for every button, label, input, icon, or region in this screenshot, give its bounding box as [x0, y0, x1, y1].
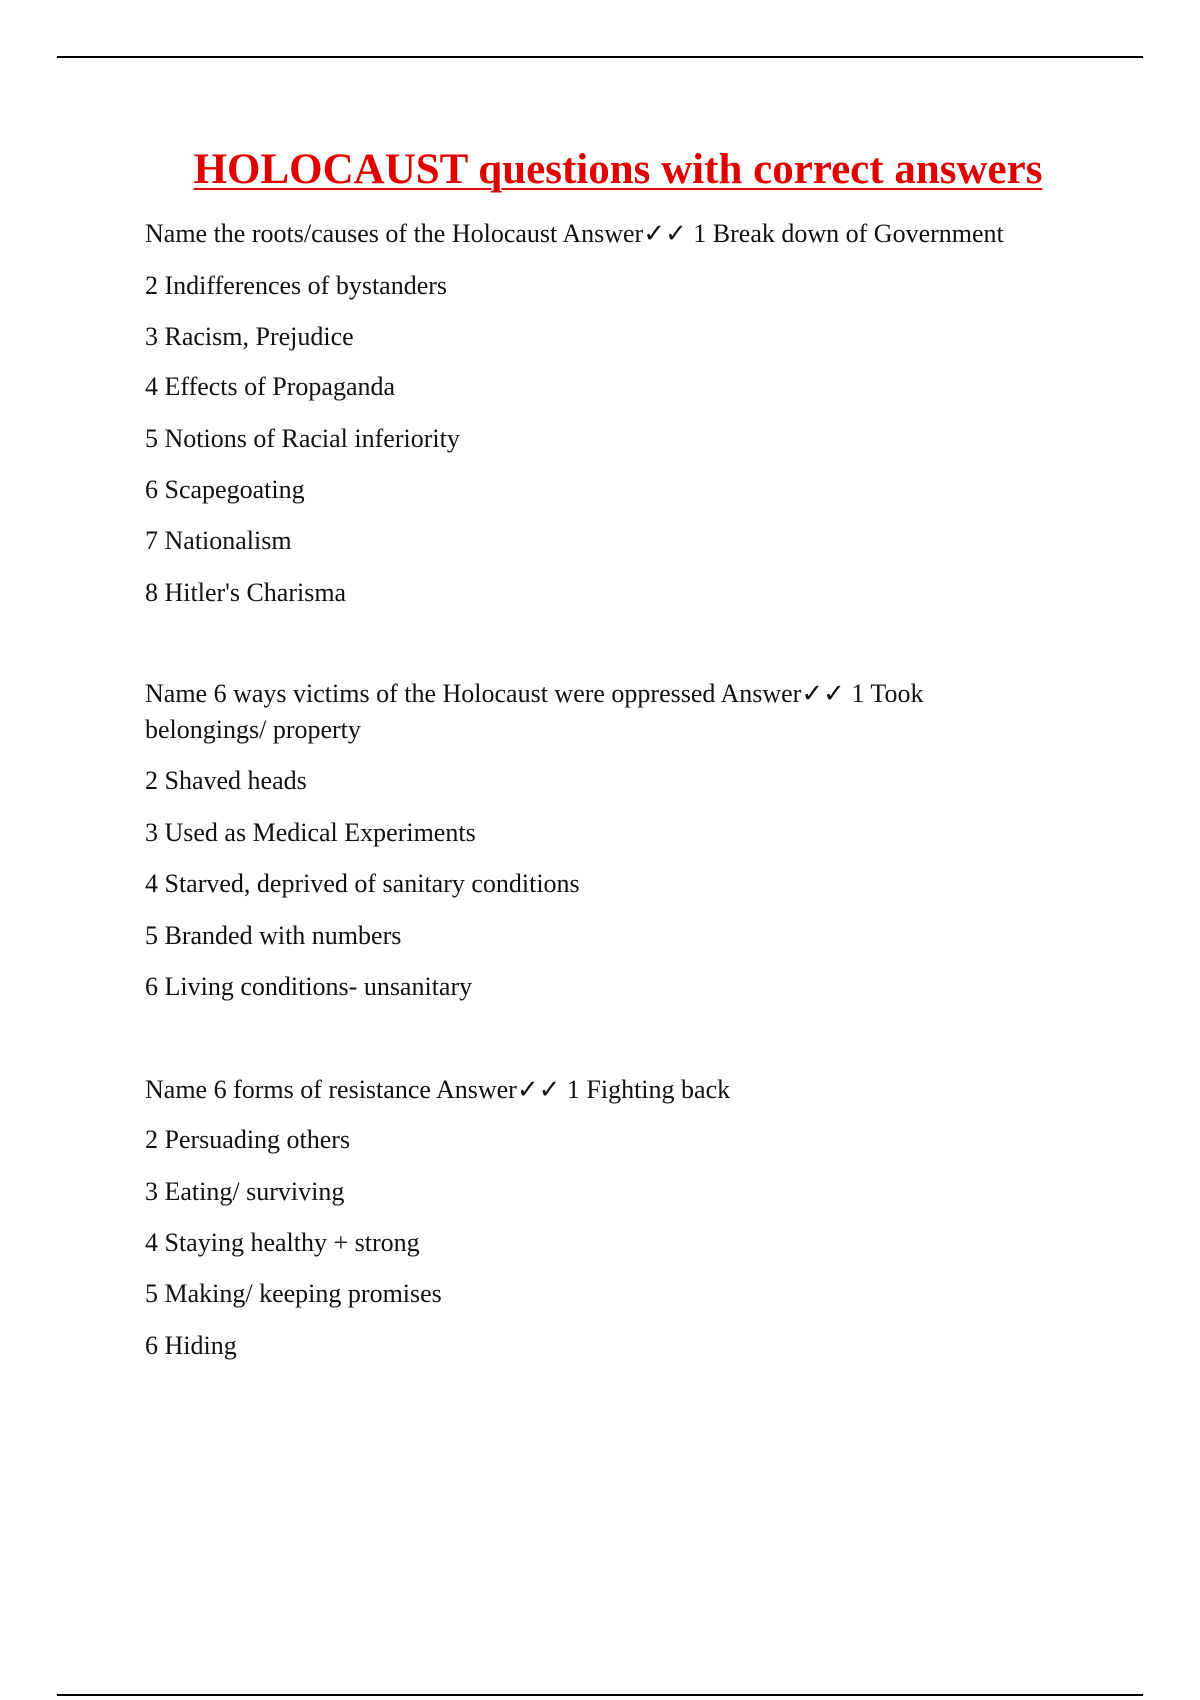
answer-item: 2 Shaved heads	[145, 766, 307, 795]
question-2: Name 6 ways victims of the Holocaust were oppressed Answer✓✓ 1 Took	[145, 679, 924, 708]
answer-item: 5 Branded with numbers	[145, 921, 402, 950]
answer-item: 3 Eating/ surviving	[145, 1177, 345, 1206]
answer-item: 5 Notions of Racial inferiority	[145, 424, 460, 453]
answer-item: 4 Staying healthy + strong	[145, 1228, 420, 1257]
answer-item: 2 Persuading others	[145, 1125, 351, 1154]
answer-item: 7 Nationalism	[145, 526, 292, 555]
answer-item: 6 Living conditions- unsanitary	[145, 972, 473, 1001]
question-1: Name the roots/causes of the Holocaust Answer✓✓ 1 Break down of Government	[145, 219, 1004, 248]
answer-item: 4 Effects of Propaganda	[145, 372, 396, 401]
question-3: Name 6 forms of resistance Answer✓✓ 1 Fighting back	[145, 1075, 731, 1104]
header-rule	[57, 56, 1143, 58]
answer-item: 5 Making/ keeping promises	[145, 1279, 442, 1308]
answer-item: 3 Racism, Prejudice	[145, 322, 354, 351]
answer-item: 2 Indifferences of bystanders	[145, 271, 448, 300]
answer-item: 3 Used as Medical Experiments	[145, 818, 476, 847]
question-2-continued: belongings/ property	[145, 715, 361, 744]
footer-rule	[57, 1694, 1143, 1696]
answer-item: 6 Hiding	[145, 1331, 237, 1360]
answer-item: 6 Scapegoating	[145, 475, 305, 504]
answer-item: 4 Starved, deprived of sanitary conditions	[145, 869, 580, 898]
document-title: HOLOCAUST questions with correct answers	[193, 146, 1043, 193]
answer-item: 8 Hitler's Charisma	[145, 578, 347, 607]
